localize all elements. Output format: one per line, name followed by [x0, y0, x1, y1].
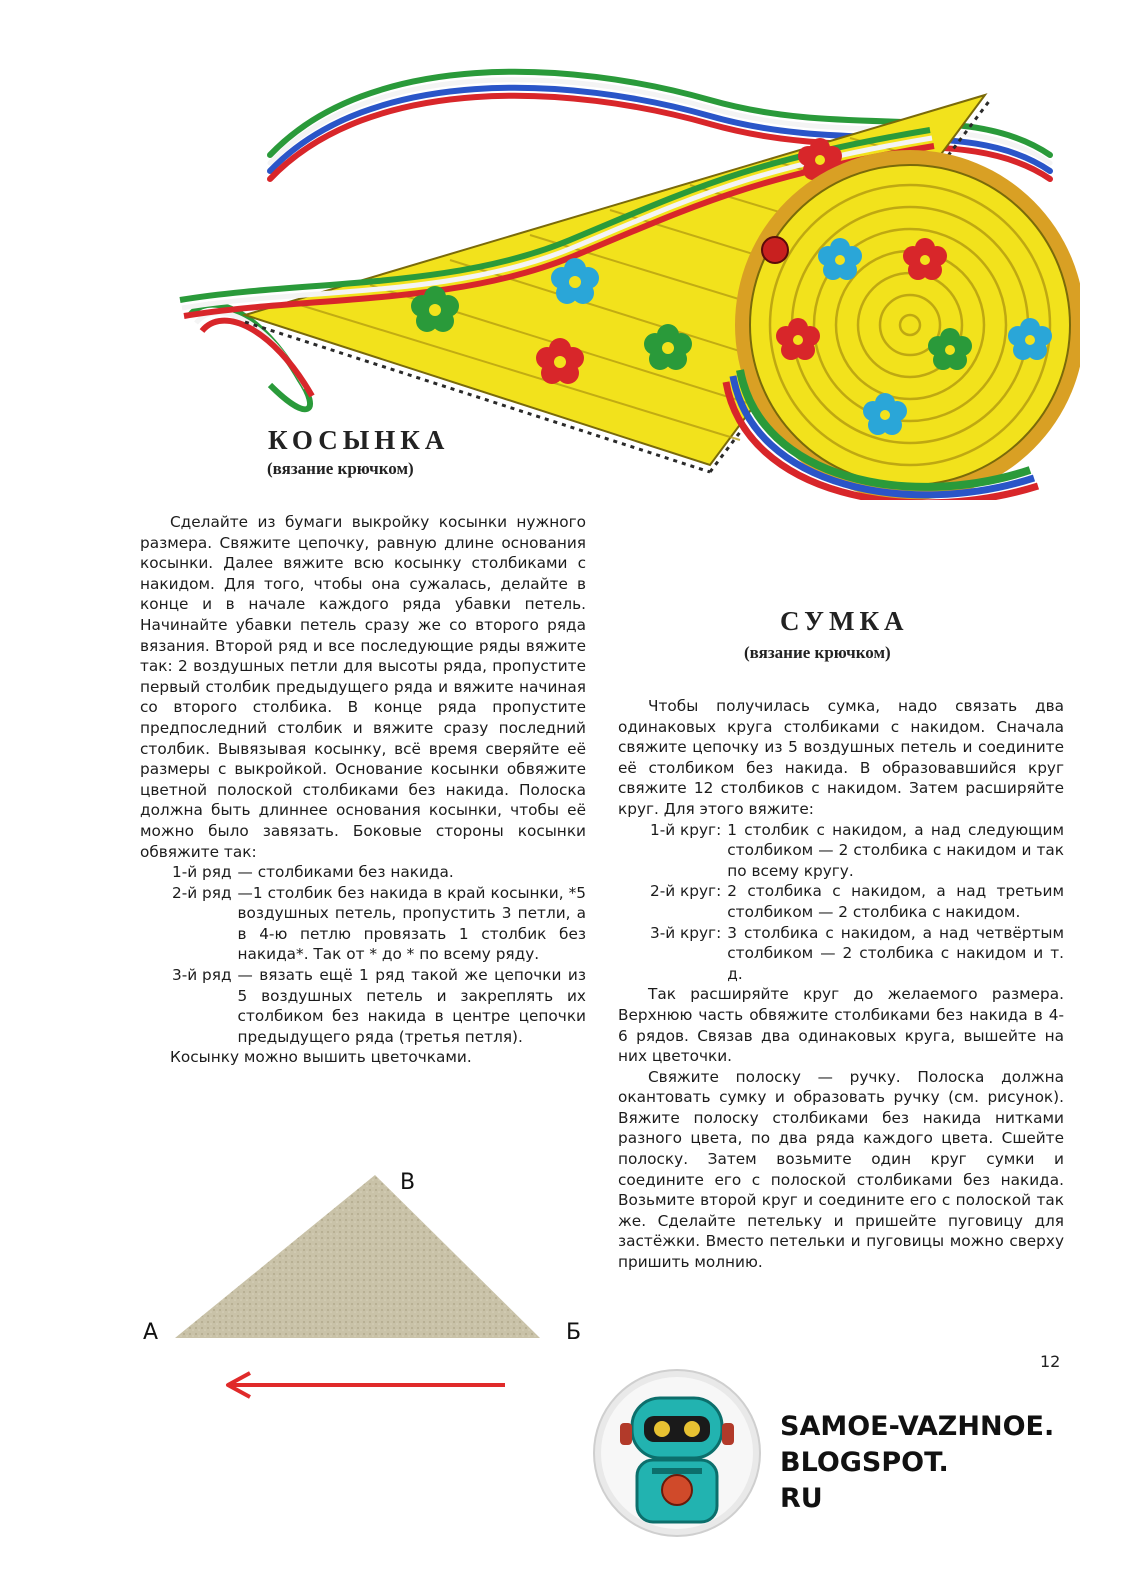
kosynka-row-1: [140, 862, 586, 883]
robot-logo-icon: [592, 1368, 762, 1538]
kosynka-row-3: [140, 965, 586, 1047]
row-label: 3-й круг:: [650, 923, 722, 942]
triangle-shape: [175, 1175, 540, 1338]
button-icon: [762, 237, 788, 263]
sumka-row-3: [618, 923, 1064, 985]
sumka-intro: Чтобы получилась сумка, надо связать два одинаковых круга столбиками с накидом. Сначала свяжите цепочку из 5 воздушных петель и соедините её столбиком без накида. В образовавшийся круг свяжите 12 столбиков с накидом. Затем расширяйте круг. Для этого вяжите:: [618, 697, 1064, 818]
kosynka-intro: Сделайте из бумаги выкройку косынки нужного размера. Свяжите цепочку, равную длине основания косынки. Далее вяжите всю косынку столбиками с накидом. Для того, чтобы она сужалась, делайте в конце и в начале каждого ряда убавки петель. Начинайте убавки петель сразу же со второго ряда вязания. Второй ряд и все последующие ряды вяжите так: 2 воздушных петли для высоты ряда, пропустите первый столбик предыдущего ряда и вяжите начиная со второго столбика. В конце ряда пропустите предпоследний столбик и вяжите сразу последний столбик. Вывязывая косынку, всё время сверяйте её размеры с выкройкой. Основание косынки обвяжите цветной полоской столбиками без накида. Полоска должна быть длиннее основания косынки, чтобы её можно было завязать. Боковые стороны косынки обвяжите так:: [140, 513, 586, 861]
kosynka-closing: Косынку можно вышить цветочками.: [170, 1048, 472, 1067]
row-text: 2 столбика с накидом, а над третьим столбиком — 2 столбика с накидом.: [727, 882, 1064, 921]
kosynka-row-2: [140, 883, 586, 965]
row-label: 1-й ряд: [172, 863, 232, 882]
sumka-para-2: Так расширяйте круг до желаемого размера. Верхнюю часть обвяжите столбиками без накида в 4-6 рядов. Связав два одинаковых круга, вышейте на них цветочки.: [618, 985, 1064, 1066]
kosynka-subtitle: (вязание крючком): [267, 459, 414, 478]
row-text: 1 столбик с накидом, а над следующим столбиком — 2 столбика с накидом и так по всему кругу.: [727, 820, 1064, 880]
watermark-line-3: RU: [780, 1483, 823, 1514]
sumka-text: [618, 696, 1064, 1273]
row-text: —1 столбик без накида в край косынки, *5 воздушных петель, пропустить 3 петли, а в 4-ю петлю провязать 1 столбик без накида*. Так от * до * по всему ряду.: [237, 883, 586, 964]
sumka-row-2: [618, 881, 1064, 922]
kosynka-title: КОСЫНКА: [268, 425, 450, 455]
row-label: 2-й ряд: [172, 883, 232, 902]
left-arrow-icon: [220, 1370, 510, 1400]
label-a: А: [143, 1320, 159, 1345]
label-v: В: [400, 1170, 416, 1195]
watermark-line-1: SAMOE-VAZHNOE.: [780, 1411, 1055, 1442]
kosynka-text: [140, 512, 586, 1068]
sumka-title: СУМКА: [780, 606, 909, 636]
page-number: 12: [1040, 1352, 1061, 1371]
row-label: 1-й круг:: [650, 820, 722, 839]
sumka-para-3: Свяжите полоску — ручку. Полоска должна окантовать сумку и образовать ручку (см. рисунок). Вяжите полоску столбиками без накида нитками разного цвета, по два ряда каждого цвета. Сшейте полоску. Затем возьмите один круг сумки и соедините его с полоской столбиками без накида. Возьмите второй круг и соедините его с полоской так же. Сделайте петельку и пришейте пуговицу для застёжки. Вместо петельки и пуговицы можно сверху пришить молнию.: [618, 1067, 1064, 1272]
triangle-diagram: [170, 1170, 550, 1345]
row-label: 2-й круг:: [650, 882, 722, 901]
sumka-subtitle: (вязание крючком): [744, 643, 891, 662]
row-text: — вязать ещё 1 ряд такой же цепочки из 5 воздушных петель и закреплять их столбиком без накида в центре цепочки предыдущего ряда (третья петля).: [237, 966, 586, 1046]
row-text: 3 столбика с накидом, а над четвёртым столбиком — 2 столбика с накидом и т. д.: [727, 923, 1064, 983]
sumka-row-1: [618, 820, 1064, 882]
row-label: 3-й ряд: [172, 966, 232, 985]
row-text: — столбиками без накида.: [237, 863, 454, 882]
watermark-line-2: BLOGSPOT.: [780, 1447, 949, 1478]
label-b: Б: [566, 1320, 582, 1345]
